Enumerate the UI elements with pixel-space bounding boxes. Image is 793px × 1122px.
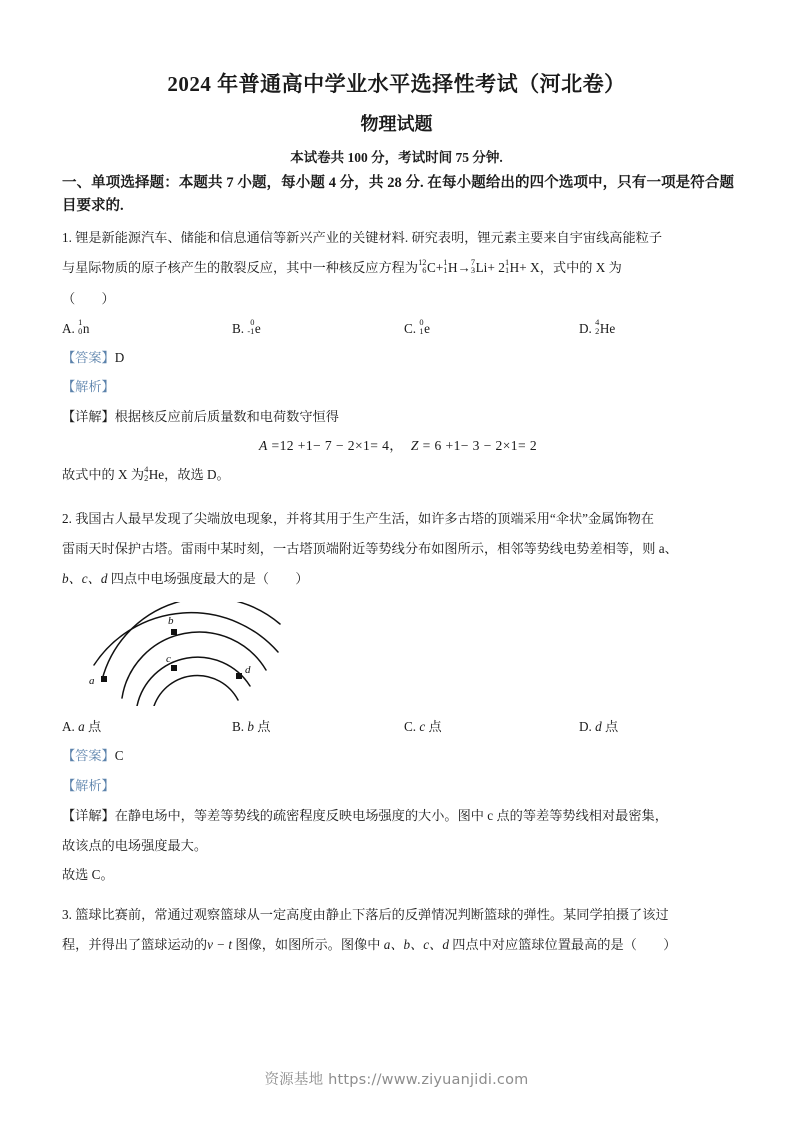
point-a-marker [101,676,107,682]
answer-marker: 【答案】 [62,748,115,764]
watermark [0,1068,793,1089]
equipotential-arc-4 [137,658,250,707]
point-d-marker [236,673,242,679]
question-1-option-a[interactable] [62,314,232,343]
nuclide-notation: 4 2 He [144,465,165,483]
question-2-text-line3: 四点中电场强度最大的是（ ） [107,571,309,587]
question-2-detail-line1 [62,801,734,831]
watermark-url: https://www.ziyuanjidi.com [328,1072,529,1088]
option-suffix: 点 [428,719,442,735]
subject-title: 物理试题 [360,114,433,134]
question-2-stem-cont2 [62,564,734,594]
option-suffix: 点 [88,719,102,735]
question-1-text-line1: 锂是新能源汽车、储能和信息通信等新兴产业的关键材料. 研究表明，锂元素主要来自宇宙线高能粒子 [75,229,663,245]
exam-info: 本试卷共 100 分，考试时间 75 分钟. [290,150,503,165]
question-1-number: 1. [62,229,72,245]
question-3-point-vars: a、b、c、d [383,937,449,953]
option-suffix: 点 [257,719,271,735]
question-2-detail-line2: 故该点的电场强度最大。 [62,837,208,853]
detail-text: 在静电场中，等差等势线的疏密程度反映电场强度的大小。图中 c 点的等差等势线相对最密集， [114,807,668,823]
question-1-detail [62,402,734,432]
question-1-text-line3: ，式中的 X 为 [539,260,622,276]
question-3-stem [62,900,734,930]
question-3-text-line1: 篮球比赛前，常通过观察篮球从一定高度由静止下落后的反弹情况判断篮球的弹性。某同学拍摄了该过 [75,906,669,922]
option-label: B. [232,320,245,336]
section-heading: 一、单项选择题：本题共 7 小题，每小题 4 分，共 28 分. 在每小题给出的四个选项中，只有一项是符合题目要求的. [62,175,734,215]
question-2-stem [62,504,734,534]
question-1-option-c[interactable] [404,314,579,343]
question-1-nuclear-equation: 12 6 C+ 1 1 H→ 7 3 Li+ 2 1 1 H+ X [418,257,540,276]
answer-value: C [114,748,124,764]
option-label: B. [232,719,245,735]
option-label: C. [404,320,417,336]
question-3 [62,900,734,960]
question-2-option-b[interactable] [232,712,404,741]
question-3-text-post: 四点中对应篮球位置最高的是（ ） [448,937,677,953]
question-3-stem-cont [62,930,734,960]
question-2-options [62,712,734,741]
exam-content [62,172,734,960]
question-1 [62,223,734,490]
question-1-text-line2: 与星际物质的原子核产生的散裂反应，其中一种核反应方程为 [62,260,419,276]
point-c-label: c [166,653,171,666]
equipotential-lines-diagram [80,602,320,706]
question-2-number: 2. [62,511,72,527]
question-1-conclusion [62,460,734,490]
question-3-text-pre: 程，并得出了篮球运动的 [62,937,208,953]
analysis-marker: 【解析】 [62,778,115,794]
point-a-label: a [89,675,95,688]
nuclide-notation: 4 2 He [595,318,616,336]
point-d-label: d [245,664,251,677]
option-suffix: 点 [605,719,619,735]
conclusion-post: ，故选 D。 [164,467,230,483]
question-3-axis-vars: v − t [207,937,233,953]
question-1-formula: A =12 +1− 7 − 2×1= 4， Z = 6 +1− 3 − 2×1= 2 [258,437,538,453]
watermark-label: 资源基地 [264,1072,324,1088]
question-2-text-line2: 雷雨天时保护古塔。雷雨中某时刻，一古塔顶端附近等势线分布如图所示，相邻等势线电势差相等，则 a、 [62,541,678,557]
option-label: A. [62,320,75,336]
detail-marker: 【详解】 [62,409,115,425]
detail-intro: 根据核反应前后质量数和电荷数守恒得 [114,409,339,425]
question-3-number: 3. [62,906,72,922]
question-2-option-d[interactable] [579,712,618,741]
option-var: a [78,719,85,735]
question-2-text-line1: 我国古人最早发现了尖端放电现象，并将其用于生产生活，如许多古塔的顶端采用“伞状”金属饰物在 [75,511,654,527]
question-2 [62,504,734,890]
question-2-vars: b、c、d [62,571,108,587]
equipotential-arc-1 [102,602,280,680]
question-3-text-mid: 图像，如图所示。图像中 [232,937,384,953]
question-2-stem-cont [62,534,734,564]
detail-marker: 【详解】 [62,807,115,823]
point-b-label: b [168,615,174,628]
option-label: A. [62,719,75,735]
option-label: C. [404,719,417,735]
nuclide-notation: 1 0 n [78,318,90,336]
question-1-options [62,314,734,343]
question-1-stem [62,223,734,253]
option-var: b [247,719,254,735]
option-label: D. [579,719,592,735]
option-label: D. [579,320,592,336]
question-1-blank: （ ） [62,290,115,306]
question-1-option-b[interactable] [232,314,404,343]
question-2-analysis-marker [62,771,734,801]
option-var: c [419,719,426,735]
question-1-answer [62,343,734,373]
answer-value: D [114,349,125,365]
point-b-marker [171,629,177,635]
equipotential-arc-2 [94,613,278,665]
point-c-marker [171,665,177,671]
question-2-detail-line3: 故选 C。 [62,867,114,883]
equipotential-svg [80,602,320,706]
conclusion-pre: 故式中的 X 为 [62,467,145,483]
question-2-option-a[interactable] [62,712,232,741]
page-title: 2024 年普通高中学业水平选择性考试（河北卷） [167,72,626,96]
question-1-stem-cont [62,253,734,284]
question-2-answer [62,741,734,771]
analysis-marker: 【解析】 [62,379,115,395]
nuclide-notation: 0 -1 e [247,318,261,336]
question-1-analysis-marker [62,372,734,402]
answer-marker: 【答案】 [62,349,115,365]
question-2-option-c[interactable] [404,712,579,741]
equipotential-arc-5 [154,676,238,707]
question-1-option-d[interactable] [579,314,615,343]
option-var: d [595,719,602,735]
nuclide-notation: 0 1 e [419,318,430,336]
